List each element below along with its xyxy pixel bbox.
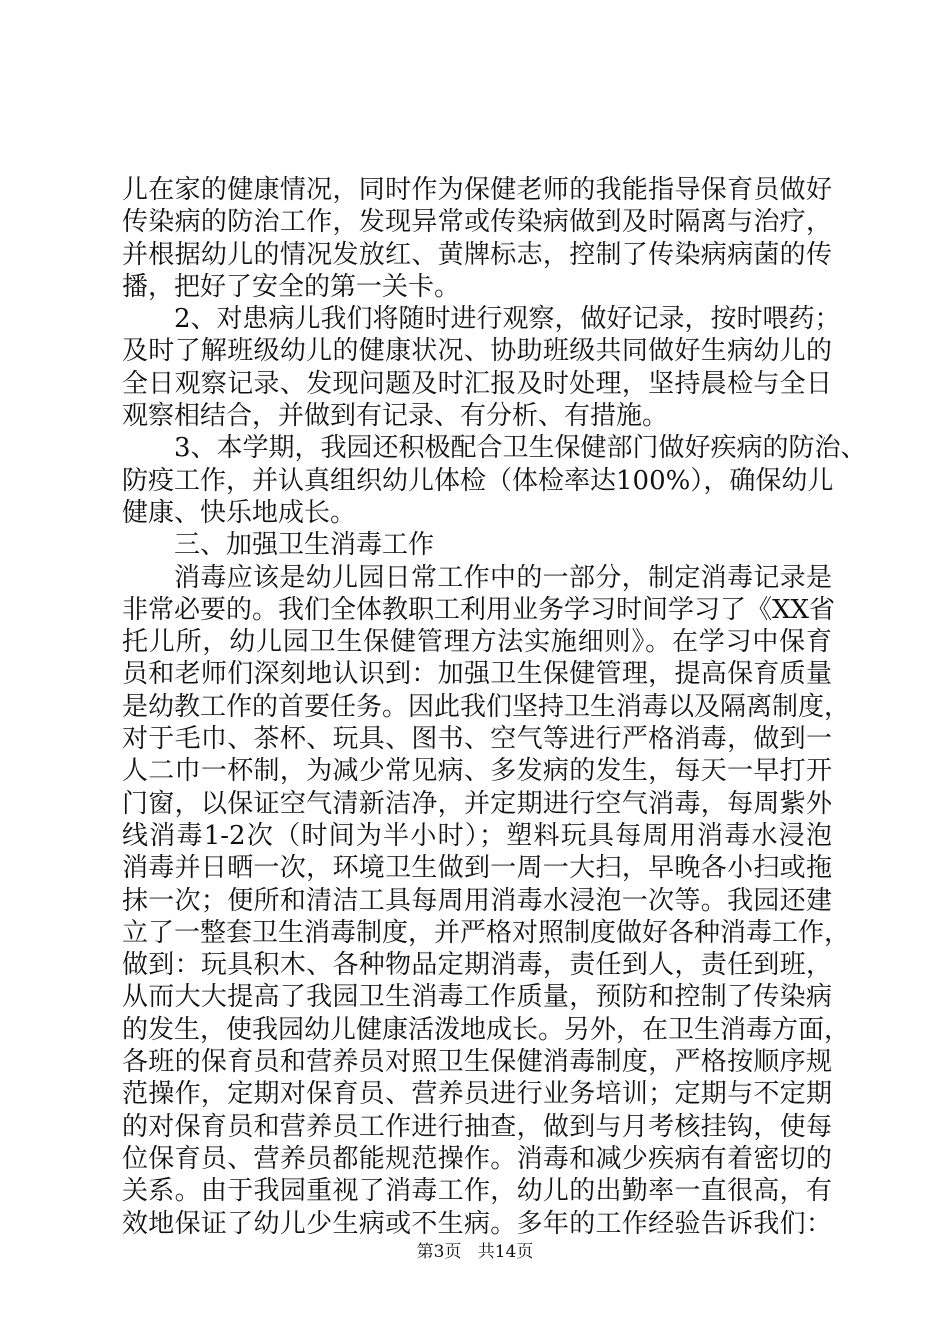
text-line: 及时了解班级幼儿的健康状况、协助班级共同做好生病幼儿的 [122,336,832,367]
page-footer [0,1241,950,1263]
text-line: 立了一整套卫生消毒制度，并严格对照制度做好各种消毒工作， [122,917,851,948]
text-line: 的发生，使我园幼儿健康活泼地成长。另外，在卫生消毒方面， [122,1014,851,1045]
text-line: 消毒并日晒一次，环境卫生做到一周一大扫，早晚各小扫或拖 [122,853,832,884]
text-line: 传染病的防治工作，发现异常或传染病做到及时隔离与治疗， [122,207,832,238]
page-number: 第3页 [416,1242,462,1262]
text-line: 2、对患病儿我们将随时进行观察，做好记录，按时喂药； [174,304,841,335]
text-line: 是幼教工作的首要任务。因此我们坚持卫生消毒以及隔离制度， [122,691,851,722]
page-total: 共14页 [477,1242,534,1262]
text-line: 消毒应该是幼儿园日常工作中的一部分，制定消毒记录是 [174,562,832,593]
text-line: 三、加强卫生消毒工作 [174,530,435,561]
text-line: 位保育员、营养员都能规范操作。消毒和减少疾病有着密切的 [122,1143,832,1174]
body-text [122,174,867,1240]
text-line: 各班的保育员和营养员对照卫生保健消毒制度，严格按顺序规 [122,1047,832,1078]
text-line: 从而大大提高了我园卫生消毒工作质量，预防和控制了传染病 [122,982,832,1013]
text-line: 的对保育员和营养员工作进行抽查，做到与月考核挂钩，使每 [122,1111,832,1142]
text-line: 效地保证了幼儿少生病或不生病。多年的工作经验告诉我们： [122,1208,832,1239]
text-line: 线消毒1-2次（时间为半小时）；塑料玩具每周用消毒水浸泡 [122,820,832,851]
text-line: 员和老师们深刻地认识到：加强卫生保健管理，提高保育质量 [122,659,832,690]
text-line: 人二巾一杯制，为减少常见病、多发病的发生，每天一早打开 [122,756,832,787]
text-line: 播，把好了安全的第一关卡。 [122,271,461,302]
text-line: 儿在家的健康情况，同时作为保健老师的我能指导保育员做好 [122,175,832,205]
text-line: 托儿所，幼儿园卫生保健管理方法实施细则》。在学习中保育 [122,627,832,658]
text-line: 抹一次；便所和清洁工具每周用消毒水浸泡一次等。我园还建 [122,885,832,916]
text-line: 并根据幼儿的情况发放红、黄牌标志，控制了传染病病菌的传 [122,239,832,270]
text-line: 非常必要的。我们全体教职工利用业务学习时间学习了《XX省 [122,594,836,625]
text-line: 关系。由于我园重视了消毒工作，幼儿的出勤率一直很高，有 [122,1176,832,1207]
footer-separator [467,1242,472,1262]
text-line: 范操作，定期对保育员、营养员进行业务培训；定期与不定期 [122,1079,832,1110]
text-line: 做到：玩具积木、各种物品定期消毒，责任到人，责任到班， [122,950,832,981]
text-line: 观察相结合，并做到有记录、有分析、有措施。 [122,401,669,432]
text-line: 全日观察记录、发现问题及时汇报及时处理，坚持晨检与全日 [122,368,832,399]
text-line: 对于毛巾、茶杯、玩具、图书、空气等进行严格消毒，做到一 [122,724,832,755]
text-line: 健康、快乐地成长。 [122,497,357,528]
text-line: 门窗，以保证空气清新洁净，并定期进行空气消毒，每周紫外 [122,788,832,819]
text-line: 3、本学期，我园还积极配合卫生保健部门做好疾病的防治、 [174,433,867,464]
text-line: 防疫工作，并认真组织幼儿体检（体检率达100%），确保幼儿 [122,465,834,496]
